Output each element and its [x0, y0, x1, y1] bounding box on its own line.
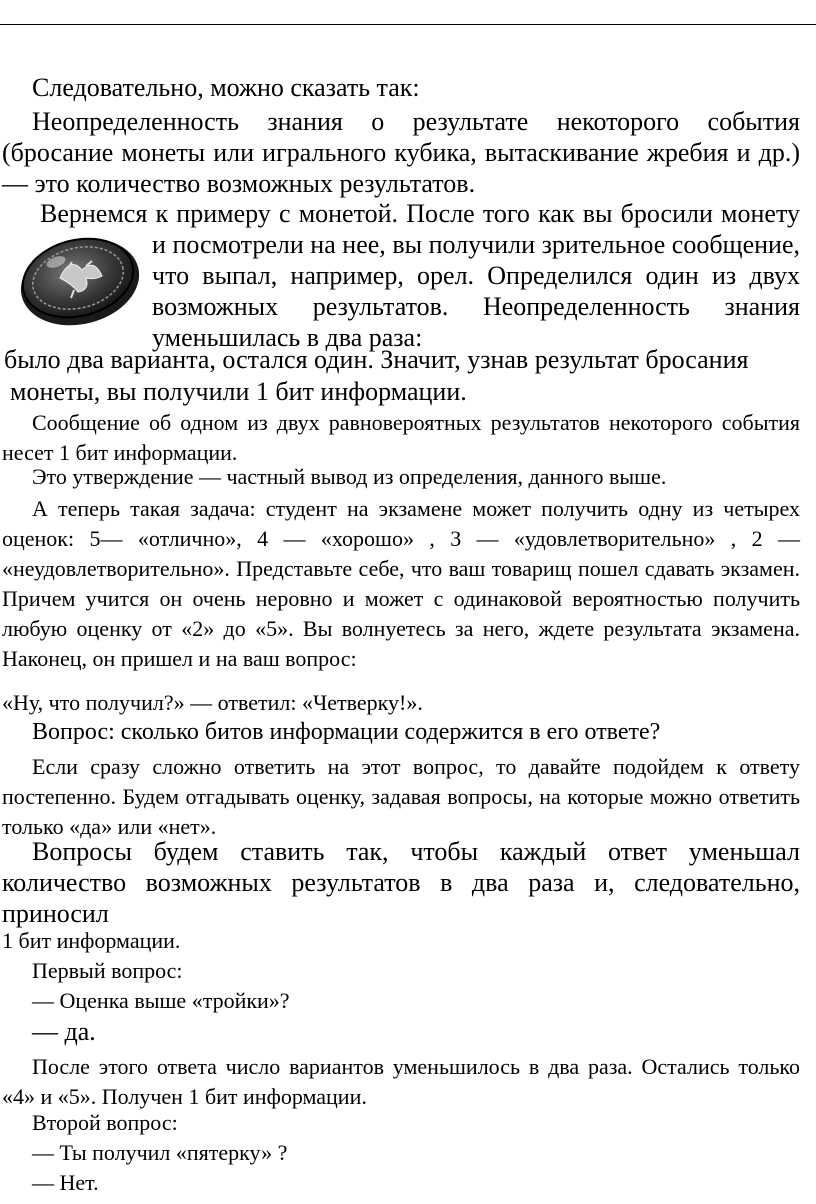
paragraph-approach: Если сразу сложно ответить на этот вопрос, то давайте подойдем к ответу постепенно. Будем отгадывать оценку, задавая вопросы, на которые можно ответить только «да» или «нет». [2, 754, 800, 839]
coin-icon [12, 228, 146, 332]
paragraph-definition: Неопределенность знания о результате некоторого события (бросание монеты или игрального кубика, вытаскивание жребия и др.) — это количество возможных результатов. [2, 107, 800, 198]
header-rule [0, 24, 816, 25]
paragraph-first-answer: — да. [32, 1017, 96, 1046]
paragraph-statement: Это утверждение — частный вывод из определения, данного выше. [32, 464, 667, 489]
paragraph-intro: Следовательно, можно сказать так: [32, 73, 420, 102]
paragraph-bit-definition: Сообщение об одном из двух равновероятных результатов некоторого события несет 1 бит информации. [2, 410, 800, 465]
paragraph-coin-example: Вернемся к примеру с монетой. После того как вы бросили монету и посмотрели на нее, вы получили зрительное сообщение, что выпал, например, орел. Определился один из двух возможных результатов. Неопределенность знания уменьшилась в два раза: [40, 199, 800, 352]
coin-image [8, 228, 146, 332]
paragraph-first-question-label: Первый вопрос: [32, 958, 183, 983]
paragraph-exam-task: А теперь такая задача: студент на экзамене может получить одну из четырех оценок: 5— «отлично», 4 — «хорошо» , 3 — «удовлетворительно» , 2 — «неудовлетворительно». Представьте себе, что ваш товарищ пошел сдавать экзамен. Причем учится он очень неровно и может с одинаковой вероятностью получить любую оценку от «2» до «5». Вы волнуетесь за него, ждете результата экзамена. Наконец, он пришел и на ваш вопрос: [2, 496, 800, 671]
paragraph-second-answer: — Нет. [32, 1170, 99, 1195]
paragraph-second-question: — Ты получил «пятерку» ? [32, 1140, 288, 1165]
paragraph-one-bit: 1 бит информации. [2, 928, 181, 953]
paragraph-second-question-label: Второй вопрос: [32, 1110, 178, 1135]
paragraph-questions-rule: Вопросы будем ставить так, чтобы каждый ответ уменьшал количество возможных результатов в два раза и, следовательно, приносил [2, 837, 800, 928]
paragraph-first-question: — Оценка выше «тройки»? [32, 988, 290, 1013]
paragraph-coin-line2: монеты, вы получили 1 бит информации. [10, 377, 467, 406]
paragraph-answer-quote: «Ну, что получил?» — ответил: «Четверку!». [2, 690, 423, 715]
paragraph-question: Вопрос: сколько битов информации содержится в его ответе? [32, 719, 661, 745]
paragraph-after-first: После этого ответа число вариантов уменьшилось в два раза. Остались только «4» и «5». Получен 1 бит информации. [2, 1054, 800, 1109]
paragraph-coin-line1: было два варианта, остался один. Значит, узнав результат бросания [4, 345, 749, 374]
